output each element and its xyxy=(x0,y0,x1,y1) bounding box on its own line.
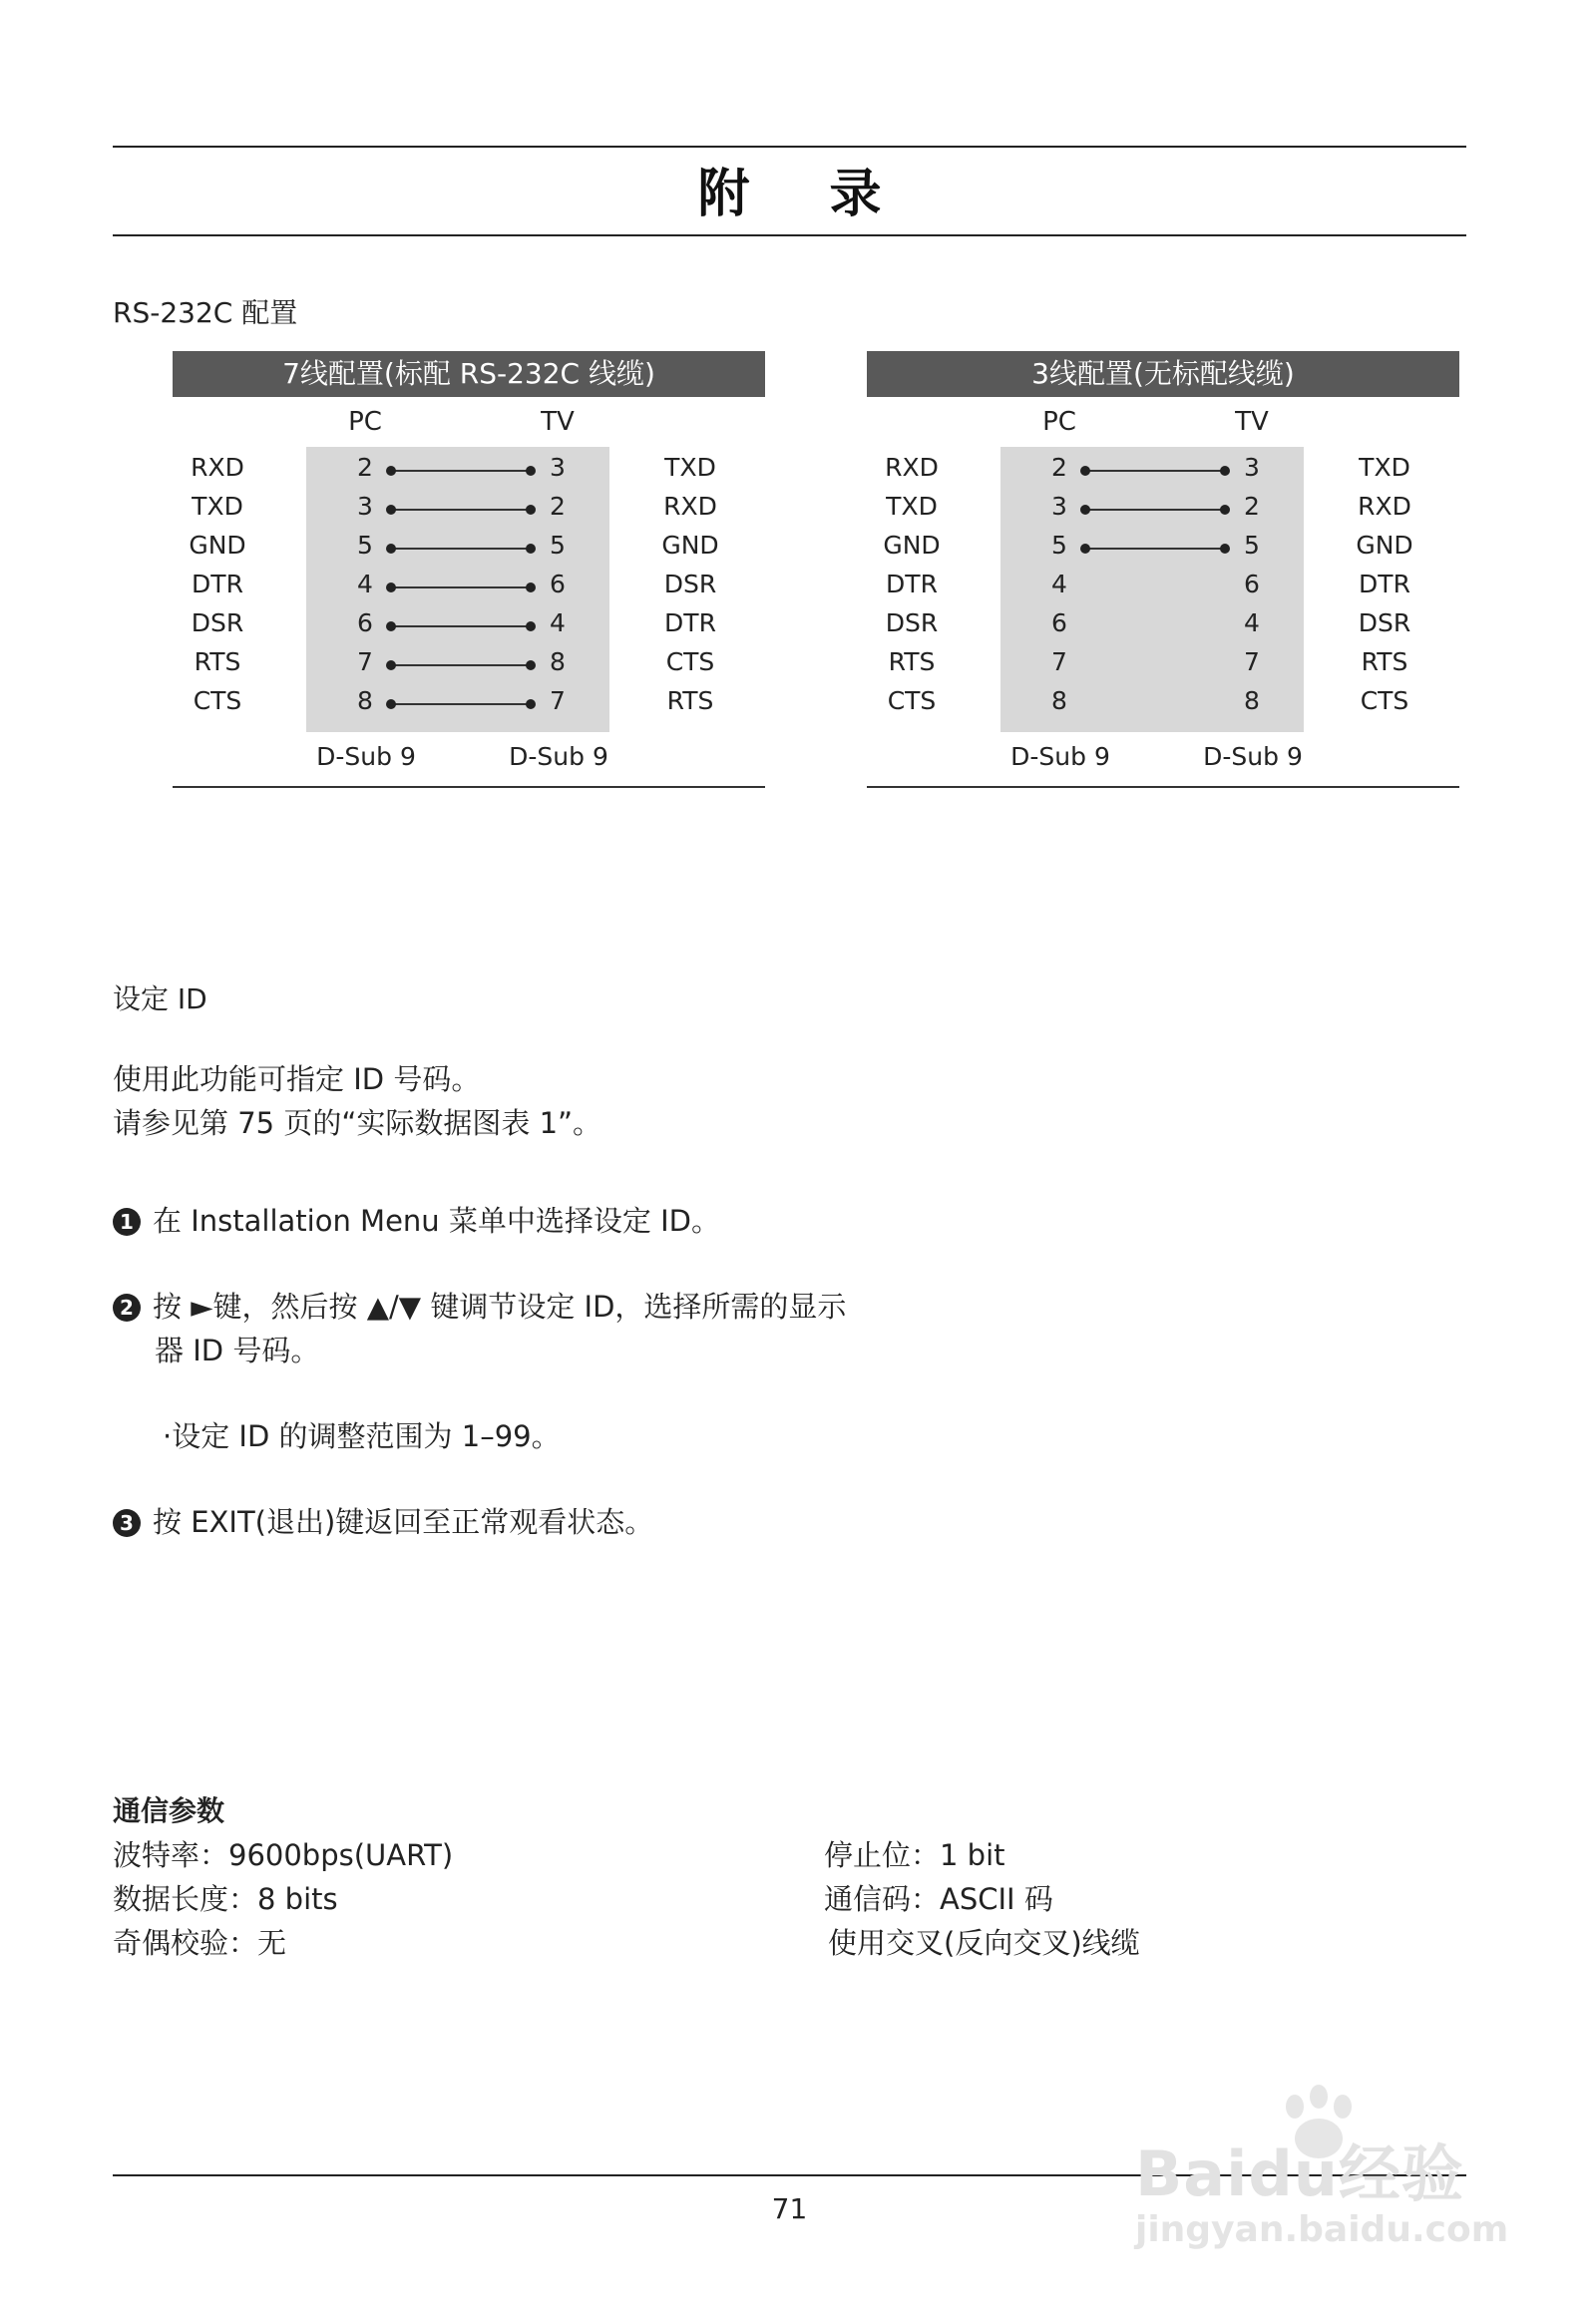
pc-signal-label: RXD xyxy=(191,453,244,482)
pc-signal-label: DTR xyxy=(886,570,938,598)
top-rule xyxy=(113,146,1466,148)
pc-signal-label: GND xyxy=(883,531,941,560)
wire-line xyxy=(391,586,531,588)
tv-pin-label: 4 xyxy=(1244,608,1260,637)
title-char-1: 附 xyxy=(697,165,750,224)
pc-pin-label: 7 xyxy=(1051,647,1067,676)
watermark-text: Baidu经验 xyxy=(1135,2137,1464,2210)
tv-pin-dot xyxy=(526,699,536,709)
step-3 xyxy=(113,1500,653,1544)
three-wire-header: 3线配置(无标配线缆) xyxy=(867,351,1459,397)
tv-pin-label: 5 xyxy=(550,531,566,560)
tv-pin-label: 6 xyxy=(1244,570,1260,598)
tv-pin-label: 8 xyxy=(1244,686,1260,715)
baidu-watermark xyxy=(1125,2085,1524,2274)
tv-signal-label: RTS xyxy=(1361,647,1408,676)
wire-line xyxy=(1085,470,1225,472)
watermark-url: jingyan.baidu.com xyxy=(1135,2209,1509,2250)
wire-line xyxy=(391,509,531,511)
tv-signal-label: RXD xyxy=(1358,492,1411,521)
tv-signal-label: DTR xyxy=(1359,570,1410,598)
tv-signal-label: DTR xyxy=(664,608,716,637)
wire-line xyxy=(1085,548,1225,550)
pc-pin-dot xyxy=(386,466,396,476)
pc-pin-label: 8 xyxy=(1051,686,1067,715)
tv-signal-label: GND xyxy=(1356,531,1413,560)
pc-dsub-label: D-Sub 9 xyxy=(316,742,416,771)
pc-column-label: PC xyxy=(348,407,382,437)
pc-pin-label: 6 xyxy=(357,608,373,637)
pc-dsub-label: D-Sub 9 xyxy=(1010,742,1110,771)
pc-pin-label: 2 xyxy=(1051,453,1067,482)
tv-pin-dot xyxy=(526,582,536,592)
pc-pin-dot xyxy=(1080,466,1090,476)
pc-pin-label: 5 xyxy=(357,531,373,560)
pc-signal-label: RXD xyxy=(885,453,939,482)
tv-pin-dot xyxy=(526,544,536,554)
tv-dsub-label: D-Sub 9 xyxy=(1203,742,1303,771)
tv-pin-label: 3 xyxy=(1244,453,1260,482)
tv-pin-label: 5 xyxy=(1244,531,1260,560)
pc-signal-label: DTR xyxy=(192,570,243,598)
pc-signal-label: DSR xyxy=(885,608,939,637)
step-1-text: 在 Installation Menu 菜单中选择设定 ID。 xyxy=(153,1204,720,1238)
pc-pin-label: 3 xyxy=(1051,492,1067,521)
step-2-continued: 器 ID 号码。 xyxy=(155,1334,320,1367)
pc-signal-label: GND xyxy=(189,531,246,560)
stop-bit: 停止位：1 bit xyxy=(824,1838,1005,1872)
tv-pin-label: 7 xyxy=(550,686,566,715)
tv-column-label: TV xyxy=(1235,407,1269,437)
wire-line xyxy=(391,703,531,705)
tv-signal-label: GND xyxy=(661,531,719,560)
tv-signal-label: TXD xyxy=(664,453,716,482)
tv-dsub-label: D-Sub 9 xyxy=(509,742,608,771)
pc-signal-label: DSR xyxy=(191,608,244,637)
tv-signal-label: RTS xyxy=(666,686,714,715)
pc-signal-label: CTS xyxy=(887,686,937,715)
wire-line xyxy=(1085,509,1225,511)
wire-line xyxy=(391,470,531,472)
pc-signal-label: RTS xyxy=(888,647,936,676)
pc-pin-label: 4 xyxy=(357,570,373,598)
tv-column-label: TV xyxy=(541,407,575,437)
set-id-intro-1: 使用此功能可指定 ID 号码。 xyxy=(113,1062,481,1096)
pc-signal-label: RTS xyxy=(194,647,241,676)
seven-wire-panel xyxy=(173,351,765,790)
tv-pin-label: 8 xyxy=(550,647,566,676)
tv-pin-dot xyxy=(526,660,536,670)
comm-code: 通信码：ASCII 码 xyxy=(824,1882,1053,1916)
three-wire-panel xyxy=(867,351,1459,790)
pc-pin-dot xyxy=(1080,505,1090,515)
data-length: 数据长度：8 bits xyxy=(113,1882,338,1916)
pc-signal-label: TXD xyxy=(886,492,938,521)
parity: 奇偶校验：无 xyxy=(113,1926,287,1960)
tv-pin-dot xyxy=(1220,544,1230,554)
tv-signal-label: TXD xyxy=(1359,453,1410,482)
pc-pin-label: 3 xyxy=(357,492,373,521)
pc-signal-label: TXD xyxy=(192,492,243,521)
step-1 xyxy=(113,1199,720,1243)
comm-heading: 通信参数 xyxy=(113,1794,225,1827)
pc-pin-label: 5 xyxy=(1051,531,1067,560)
wire-line xyxy=(391,548,531,550)
tv-pin-dot xyxy=(526,621,536,631)
step-2-text-line1: 按 ►键，然后按 ▲/▼ 键调节设定 ID，选择所需的显示 xyxy=(153,1290,847,1324)
pc-pin-dot xyxy=(386,582,396,592)
step-3-text: 按 EXIT(退出)键返回至正常观看状态。 xyxy=(153,1505,654,1539)
set-id-intro-2: 请参见第 75 页的“实际数据图表 1”。 xyxy=(113,1106,602,1140)
panel-bottom-rule xyxy=(867,786,1459,788)
tv-pin-dot xyxy=(1220,466,1230,476)
pc-pin-label: 4 xyxy=(1051,570,1067,598)
tv-pin-dot xyxy=(1220,505,1230,515)
pc-pin-dot xyxy=(386,544,396,554)
tv-pin-label: 7 xyxy=(1244,647,1260,676)
step-2 xyxy=(113,1285,846,1329)
title-bottom-rule xyxy=(113,234,1466,236)
tv-pin-label: 2 xyxy=(1244,492,1260,521)
tv-pin-label: 6 xyxy=(550,570,566,598)
pc-pin-label: 6 xyxy=(1051,608,1067,637)
tv-pin-dot xyxy=(526,466,536,476)
wire-line xyxy=(391,625,531,627)
pc-pin-dot xyxy=(386,621,396,631)
tv-signal-label: CTS xyxy=(1360,686,1409,715)
page-number: 71 xyxy=(771,2192,808,2225)
tv-pin-label: 3 xyxy=(550,453,566,482)
pc-pin-label: 7 xyxy=(357,647,373,676)
pc-pin-dot xyxy=(386,505,396,515)
pc-pin-label: 2 xyxy=(357,453,373,482)
pc-signal-label: CTS xyxy=(193,686,242,715)
step-1-number: 1 xyxy=(113,1208,141,1236)
step-3-number: 3 xyxy=(113,1509,141,1537)
tv-signal-label: DSR xyxy=(663,570,717,598)
cable-type: 使用交叉(反向交叉)线缆 xyxy=(828,1926,1140,1960)
tv-pin-dot xyxy=(526,505,536,515)
pc-pin-dot xyxy=(1080,544,1090,554)
page-title xyxy=(113,160,1466,229)
tv-signal-label: RXD xyxy=(663,492,717,521)
range-note: ·设定 ID 的调整范围为 1–99。 xyxy=(163,1419,561,1453)
tv-signal-label: DSR xyxy=(1358,608,1411,637)
title-char-2: 录 xyxy=(829,165,882,224)
step-2-number: 2 xyxy=(113,1294,141,1322)
baud-rate: 波特率：9600bps(UART) xyxy=(113,1838,454,1872)
pc-column-label: PC xyxy=(1042,407,1076,437)
panel-bottom-rule xyxy=(173,786,765,788)
wire-line xyxy=(391,664,531,666)
tv-pin-label: 2 xyxy=(550,492,566,521)
tv-signal-label: CTS xyxy=(665,647,715,676)
seven-wire-header: 7线配置(标配 RS-232C 线缆) xyxy=(173,351,765,397)
pc-pin-dot xyxy=(386,699,396,709)
pc-pin-label: 8 xyxy=(357,686,373,715)
pc-pin-dot xyxy=(386,660,396,670)
set-id-heading: 设定 ID xyxy=(113,982,207,1015)
tv-pin-label: 4 xyxy=(550,608,566,637)
rs232-heading: RS-232C 配置 xyxy=(113,296,298,329)
